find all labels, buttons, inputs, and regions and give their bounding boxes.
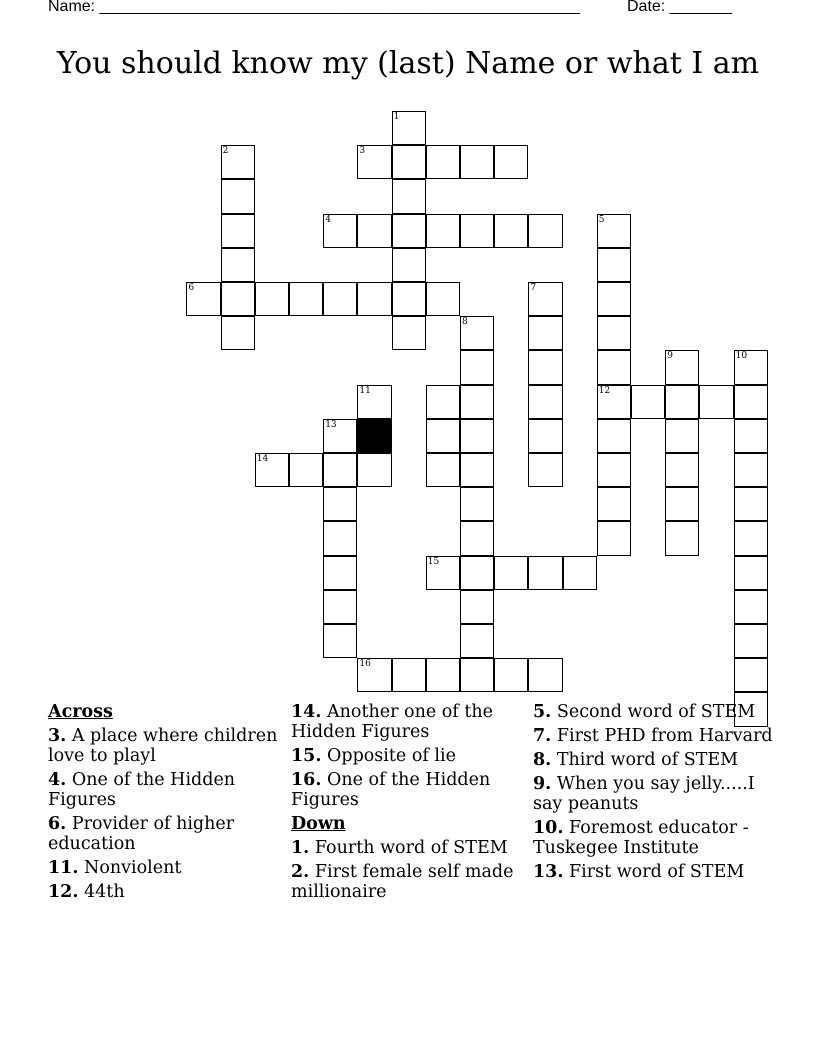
grid-cell[interactable] [563, 556, 597, 590]
grid-cell[interactable] [460, 590, 494, 624]
grid-cell[interactable] [323, 624, 357, 658]
clue-item-text: Third word of STEM [551, 750, 739, 770]
clue-item-number: 9. [533, 774, 552, 794]
grid-cell[interactable] [460, 145, 494, 179]
clue-item-number: 13. [533, 862, 564, 882]
clue-item-number: 15. [291, 746, 322, 766]
grid-cell[interactable] [494, 658, 528, 692]
clue-number: 16 [359, 659, 371, 670]
clue-item-text: Another one of the Hidden Figures [291, 702, 494, 742]
clue-column-1 [48, 702, 278, 906]
grid-cell[interactable] [357, 282, 391, 316]
clue-number: 11 [359, 385, 371, 396]
clue-item-text: Provider of higher education [48, 814, 235, 854]
grid-cell[interactable] [357, 145, 391, 179]
grid-cell[interactable] [392, 145, 426, 179]
clue-number: 14 [256, 454, 269, 464]
clue-item [291, 838, 523, 858]
grid-cell[interactable] [460, 385, 494, 419]
grid-cell[interactable] [323, 282, 357, 316]
clue-item [533, 750, 773, 770]
grid-cell[interactable] [699, 385, 733, 419]
grid-cell[interactable] [528, 419, 562, 453]
grid-cell[interactable] [460, 556, 494, 590]
grid-cell[interactable] [528, 282, 562, 316]
clue-item [291, 770, 523, 810]
clue-item-number: 11. [48, 858, 79, 878]
grid-cell[interactable] [665, 419, 699, 453]
grid-cell[interactable] [426, 658, 460, 692]
clue-number: 8 [462, 317, 468, 328]
clue-number: 5 [598, 214, 605, 225]
grid-cell[interactable] [597, 316, 631, 350]
grid-cell[interactable] [357, 385, 391, 419]
grid-cell[interactable] [186, 282, 220, 316]
grid-cell[interactable] [528, 350, 562, 384]
clue-item [533, 862, 773, 882]
grid-cell[interactable] [528, 556, 562, 590]
clue-number: 3 [359, 146, 366, 157]
clue-number: 10 [735, 351, 748, 362]
grid-cell[interactable] [665, 487, 699, 521]
clue-item-number: 8. [533, 750, 552, 770]
grid-cell[interactable] [597, 385, 631, 419]
grid-cell[interactable] [392, 316, 426, 350]
across-clue-list [48, 726, 278, 902]
grid-cell[interactable] [597, 248, 631, 282]
grid-cell[interactable] [734, 453, 768, 487]
grid-cell[interactable] [597, 214, 631, 248]
grid-cell[interactable] [597, 419, 631, 453]
clue-item-number: 7. [533, 726, 552, 746]
grid-cell[interactable] [734, 590, 768, 624]
grid-cell[interactable] [734, 487, 768, 521]
grid-cell[interactable] [528, 214, 562, 248]
clue-item [533, 726, 773, 746]
clue-item-text: First word of STEM [563, 862, 745, 882]
grid-cell[interactable] [426, 453, 460, 487]
clue-number: 4 [325, 214, 331, 225]
grid-cell[interactable] [460, 624, 494, 658]
grid-cell[interactable] [665, 350, 699, 384]
grid-cell[interactable] [392, 658, 426, 692]
grid-cell[interactable] [597, 350, 631, 384]
grid-cell[interactable] [426, 282, 460, 316]
clue-item-text: 44th [78, 882, 125, 902]
date-field[interactable]: Date: _______ [627, 0, 732, 15]
clue-number: 1 [393, 112, 400, 122]
grid-cell[interactable] [460, 316, 494, 350]
name-field[interactable]: Name: ______________________________________________________ [48, 0, 581, 15]
clue-number: 6 [188, 283, 195, 293]
grid-cell[interactable] [221, 316, 255, 350]
across-clue-list-continued [291, 702, 523, 810]
grid-cell[interactable] [665, 453, 699, 487]
grid-cell[interactable] [392, 248, 426, 282]
clue-item-number: 2. [291, 862, 310, 882]
clue-item [291, 862, 523, 902]
down-clue-list-continued [533, 702, 773, 882]
grid-cell[interactable] [221, 248, 255, 282]
clue-item-number: 6. [48, 814, 67, 834]
clue-item-number: 5. [533, 702, 552, 722]
clue-column-2 [291, 702, 523, 906]
clue-item-text: One of the Hidden Figures [291, 770, 491, 810]
clue-item-number: 12. [48, 882, 79, 902]
grid-cell[interactable] [460, 521, 494, 555]
grid-cell[interactable] [323, 556, 357, 590]
clue-item [291, 702, 523, 742]
clue-item [48, 770, 278, 810]
grid-cell[interactable] [665, 521, 699, 555]
grid-cell[interactable] [528, 385, 562, 419]
grid-cell[interactable] [734, 658, 768, 692]
grid-cell[interactable] [289, 453, 323, 487]
grid-cell[interactable] [528, 658, 562, 692]
grid-cell[interactable] [460, 350, 494, 384]
grid-cell[interactable] [460, 658, 494, 692]
grid-cell[interactable] [665, 385, 699, 419]
grid-cell[interactable] [323, 590, 357, 624]
grid-cell[interactable] [597, 453, 631, 487]
clue-item-number: 4. [48, 770, 67, 790]
clue-item [48, 726, 278, 766]
grid-cell[interactable] [597, 487, 631, 521]
grid-cell[interactable] [597, 521, 631, 555]
grid-cell[interactable] [734, 419, 768, 453]
grid-cell[interactable] [357, 453, 391, 487]
grid-cell[interactable] [221, 145, 255, 179]
grid-cell[interactable] [357, 658, 391, 692]
grid-cell[interactable] [221, 179, 255, 213]
grid-cell[interactable] [528, 316, 562, 350]
clue-item [533, 818, 773, 858]
grid-cell[interactable] [392, 282, 426, 316]
grid-cell[interactable] [426, 419, 460, 453]
black-square [357, 419, 391, 453]
grid-cell[interactable] [460, 214, 494, 248]
grid-cell[interactable] [426, 214, 460, 248]
grid-cell[interactable] [323, 214, 357, 248]
grid-cell[interactable] [734, 350, 768, 384]
grid-cell[interactable] [323, 453, 357, 487]
grid-cell[interactable] [460, 419, 494, 453]
grid-cell[interactable] [426, 385, 460, 419]
clue-item-text: One of the Hidden Figures [48, 770, 236, 810]
clue-number: 12 [598, 385, 611, 396]
across-heading: Across [48, 702, 113, 722]
clue-item-text: Fourth word of STEM [309, 838, 508, 858]
clue-item-number: 3. [48, 726, 67, 746]
grid-cell[interactable] [221, 214, 255, 248]
clue-item-number: 1. [291, 838, 310, 858]
grid-cell[interactable] [734, 556, 768, 590]
grid-cell[interactable] [426, 145, 460, 179]
grid-cell[interactable] [734, 624, 768, 658]
grid-cell[interactable] [734, 521, 768, 555]
puzzle-title: You should know my (last) Name or what I am [56, 46, 760, 81]
grid-cell[interactable] [494, 214, 528, 248]
clue-item-number: 14. [291, 702, 322, 722]
grid-cell[interactable] [289, 282, 323, 316]
grid-cell[interactable] [255, 282, 289, 316]
grid-cell[interactable] [221, 282, 255, 316]
grid-cell[interactable] [323, 521, 357, 555]
grid-cell[interactable] [323, 487, 357, 521]
clue-item-text: First PHD from Harvard [551, 726, 773, 746]
grid-cell[interactable] [392, 179, 426, 213]
clue-item-text: Opposite of lie [321, 746, 456, 766]
clue-item-text: Nonviolent [78, 858, 182, 878]
grid-cell[interactable] [528, 453, 562, 487]
grid-cell[interactable] [494, 556, 528, 590]
clue-item [48, 858, 278, 878]
grid-cell[interactable] [357, 214, 391, 248]
grid-cell[interactable] [734, 385, 768, 419]
clue-item [533, 774, 773, 814]
clue-item [48, 814, 278, 854]
clue-number: 9 [667, 351, 673, 362]
clue-item-text: Second word of STEM [551, 702, 756, 722]
grid-cell[interactable] [631, 385, 665, 419]
grid-cell[interactable] [597, 282, 631, 316]
grid-cell[interactable] [255, 453, 289, 487]
down-clue-list [291, 838, 523, 902]
clue-item-text: First female self made millionaire [291, 862, 514, 902]
grid-cell[interactable] [460, 487, 494, 521]
clue-item-text: A place where children love to playl [48, 726, 278, 766]
clue-column-3 [533, 702, 773, 886]
clue-number: 13 [325, 419, 337, 430]
clue-number: 2 [222, 146, 229, 157]
grid-cell[interactable] [323, 419, 357, 453]
clue-item [533, 702, 773, 722]
grid-cell[interactable] [460, 453, 494, 487]
clue-item [48, 882, 278, 902]
grid-cell[interactable] [392, 214, 426, 248]
clue-number: 7 [530, 283, 537, 293]
clue-item-text: Foremost educator - Tuskegee Institute [533, 818, 749, 858]
grid-cell[interactable] [494, 145, 528, 179]
grid-cell[interactable] [392, 111, 426, 145]
clue-number: 15 [427, 556, 440, 567]
clue-item-number: 10. [533, 818, 564, 838]
clue-item-number: 16. [291, 770, 322, 790]
down-heading: Down [291, 814, 346, 834]
grid-cell[interactable] [426, 556, 460, 590]
clue-item [291, 746, 523, 766]
clue-item-text: When you say jelly.....I say peanuts [533, 774, 755, 814]
